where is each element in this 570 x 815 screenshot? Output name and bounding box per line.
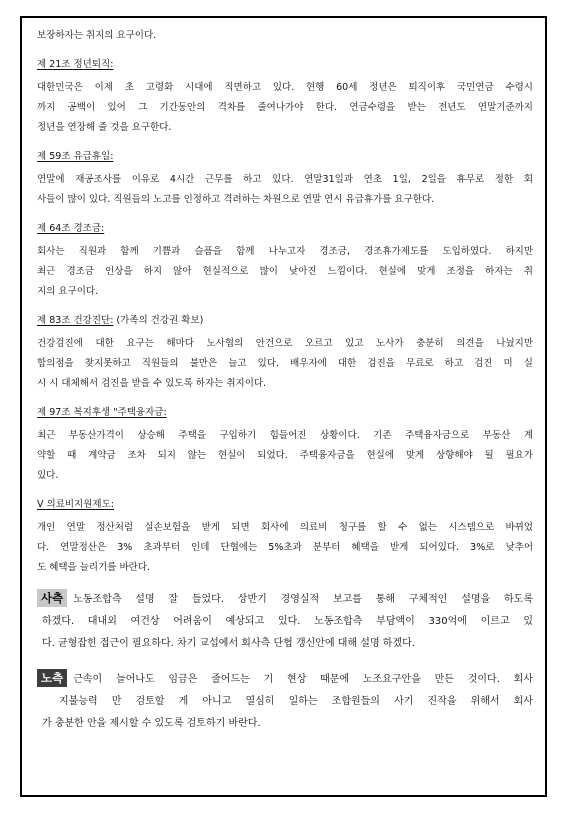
section-title: 제 97조 복지후생 "주택융자금: (37, 407, 167, 418)
section-title: 제 83조 건강진단: (37, 315, 114, 326)
section-line: 지의 요구이다. (37, 286, 99, 297)
section-line: 약할 때 계약금 조차 되지 않는 현실이 되었다. 주택융자금을 현실에 맞게 상향해야 될 필요가 (37, 450, 533, 461)
section-body (37, 426, 533, 486)
section-heading (37, 496, 533, 514)
section-heading (37, 404, 533, 422)
section-title-suffix: (가족의 건강권 확보) (113, 315, 204, 326)
company-reply (37, 589, 533, 655)
section-line: 회사는 직원과 함께 기쁨과 슬픔을 함께 나누고자 경조금, 경조휴가제도를 도입하였다. 하지만 (37, 246, 533, 257)
document-content (37, 26, 533, 735)
section-line: 다. 연말정산은 3% 초과부터 인데 단협에는 5%초과 분부터 혜택을 받게 되어있다. 3%로 낮추어 (37, 542, 533, 553)
section-heading (37, 220, 533, 238)
section-line: 개인 연말 정산처럼 실손보험을 받게 되면 회사에 의료비 청구를 할 수 없는 시스템으로 바뀌었 (37, 522, 533, 533)
section-heading (37, 56, 533, 74)
section-body (37, 242, 533, 302)
section-line: 시 시 대체해서 검진을 받을 수 있도록 하자는 취지이다. (37, 378, 267, 389)
section-body (37, 78, 533, 138)
intro-text: 보장하자는 취지의 요구이다. (37, 30, 157, 41)
section-line: 최근 부동산가격이 상승해 주택을 구입하기 힘들어진 상황이다. 기존 주택융자금으로 부동산 계 (37, 430, 533, 441)
company-reply-line-2: 하겠다. 대내외 여건상 어려움이 예상되고 있다. 노동조합측 부담액이 330억에 이르고 있 (42, 616, 533, 627)
section-body (37, 170, 533, 210)
section-line: 연말에 재공조사를 이유로 4시간 근무를 하고 있다. 연말31일과 연초 1일, 2일을 휴무로 정한 회 (37, 174, 533, 185)
section-line: 사들이 많이 있다. 직원들의 노고를 인정하고 격려하는 차원으로 연말 연시 유급휴가를 요구한다. (37, 194, 435, 205)
document-frame (20, 16, 547, 797)
union-badge: 노측 (37, 669, 67, 687)
section-body (37, 518, 533, 578)
section-title: 제 21조 정년퇴직: (37, 59, 114, 70)
company-reply-line-1: 노동조합측 설명 잘 들었다. 상반기 경영실적 보고를 통해 구체적인 설명을 하도록 (73, 594, 533, 605)
section-title: 제 59조 유급휴일: (37, 151, 114, 162)
union-reply-line-2: 지불능력 만 검토할 게 아니고 열심히 일하는 조합원들의 사기 진작을 위해서 회사 (59, 696, 533, 707)
section-heading (37, 148, 533, 166)
company-reply-line-3: 다. 균형잡힌 접근이 필요하다. 차기 교섭에서 회사측 단협 갱신안에 대해 설명 하겠다. (42, 638, 415, 649)
section-title: 제 64조 경조금: (37, 223, 105, 234)
company-badge: 사측 (37, 589, 67, 607)
sections-container (37, 56, 533, 578)
section-title: V 의료비지원제도: (37, 499, 114, 510)
section-line: 최근 경조금 인상을 하지 않아 현실적으로 많이 낮아진 느낌이다. 현실에 맞게 조정을 하자는 취 (37, 266, 533, 277)
section-body (37, 334, 533, 394)
section-line: 정년을 연장해 줄 것을 요구한다. (37, 122, 172, 133)
section-line: 있다. (37, 470, 59, 481)
section-heading (37, 312, 533, 330)
union-reply-line-1: 근속이 늘어나도 임금은 줄어드는 기 현상 때문에 노조요구안을 만든 것이다. 회사 (73, 674, 533, 685)
section-line: 건강검진에 대한 요구는 해마다 노사협의 안건으로 오르고 있고 노사가 충분히 의견을 나눴지만 (37, 338, 533, 349)
section-line: 합의점을 찾지못하고 직원들의 불만은 늘고 있다. 배우자에 대한 검진을 무료로 하고 검진 미 실 (37, 358, 533, 369)
union-reply (37, 669, 533, 735)
section-line: 도 혜택을 늘리기를 바란다. (37, 562, 151, 573)
section-line: 대한민국은 이제 초 고령화 시대에 직면하고 있다. 현행 60세 정년은 퇴직이후 국민연금 수령시 (37, 82, 533, 93)
union-reply-line-3: 가 충분한 안을 제시할 수 있도록 검토하기 바란다. (42, 718, 261, 729)
section-line: 까지 공백이 있어 그 기간동안의 격차를 줄여나가야 한다. 연금수령을 받는 전년도 연말기준까지 (37, 102, 533, 113)
